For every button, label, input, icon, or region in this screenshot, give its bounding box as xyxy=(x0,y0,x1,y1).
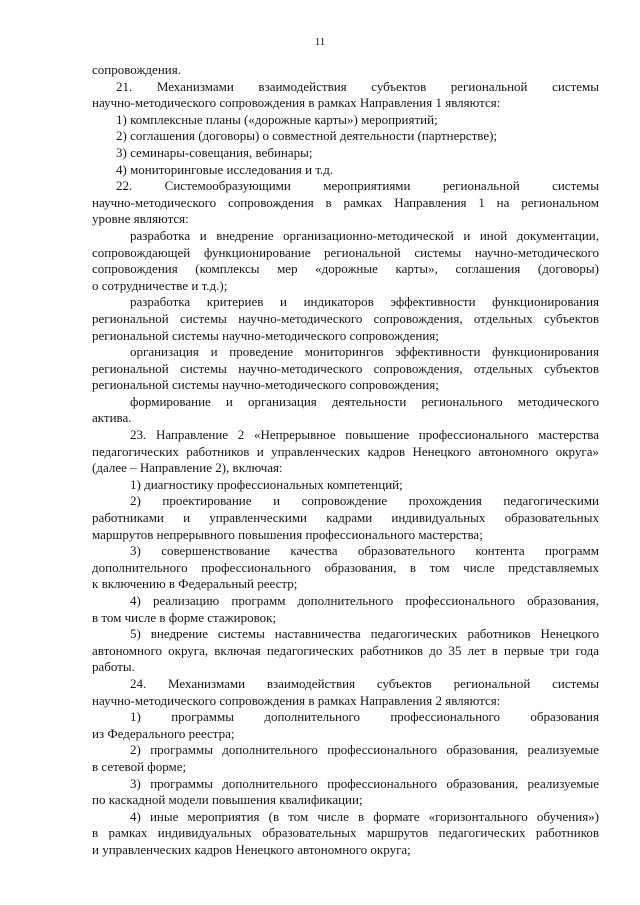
list-item: работниками и управленческими кадрами индивидуальных образовательных xyxy=(92,510,599,526)
list-item: 1) программы дополнительного профессионального образования xyxy=(130,709,599,725)
list-item: 4) иные мероприятия (в том числе в формате «горизонтального обучения») xyxy=(130,808,599,824)
text-line: разработка и внедрение организационно-методической и иной документации, xyxy=(130,227,599,243)
text-line: региональной системы научно-методического сопровождения, отдельных субъектов xyxy=(92,360,599,376)
text-line: сопровождения. xyxy=(92,62,181,77)
text-line: сопровождающей функционирование региональной системы научно-методического xyxy=(92,244,599,260)
list-item: работы. xyxy=(92,659,135,675)
text-line: разработка критериев и индикаторов эффективности функционирования xyxy=(130,294,599,310)
list-item: 2) программы дополнительного профессионального образования, реализуемые xyxy=(130,742,599,758)
text-line: региональной системы научно-методического сопровождения, отдельных субъектов xyxy=(92,310,599,326)
paragraph-24-line: научно-методического сопровождения в рамках Направления 2 являются: xyxy=(92,692,501,708)
text-line: региональной системы научно-методического сопровождения; xyxy=(92,327,439,343)
text-line: сопровождения (комплексы мер «дорожные карты», соглашения (договоры) xyxy=(92,261,599,277)
list-item: 3) программы дополнительного профессионального образования, реализуемые xyxy=(130,775,599,791)
paragraph-24-line: 24. Механизмами взаимодействия субъектов региональной системы xyxy=(130,675,599,691)
paragraph-23-line: 23. Направление 2 «Непрерывное повышение профессионального мастерства xyxy=(130,427,599,443)
list-item: 5) внедрение системы наставничества педагогических работников Ненецкого xyxy=(130,626,599,642)
list-item: в том числе в форме стажировок; xyxy=(92,609,277,625)
list-item: 4) реализацию программ дополнительного профессионального образования, xyxy=(130,593,599,608)
list-item: 2) соглашения (договоры) о совместной деятельности (партнерстве); xyxy=(116,128,498,144)
list-item: 1) диагностику профессиональных компетенций; xyxy=(130,476,403,492)
list-item: автономного округа, включая педагогических работников до 35 лет в первые три года xyxy=(92,642,599,658)
list-item: маршрутов непрерывного повышения профессионального мастерства; xyxy=(92,526,483,542)
list-item: 2) проектирование и сопровождение прохождения педагогическими xyxy=(130,493,599,509)
text-line: организация и проведение мониторингов эффективности функционирования xyxy=(130,344,599,360)
document-body xyxy=(92,62,599,859)
text-line: формирование и организация деятельности регионального методического xyxy=(130,393,599,409)
list-item: из Федерального реестра; xyxy=(92,725,235,741)
list-item: к включению в Федеральный реестр; xyxy=(92,576,298,592)
list-item: 3) семинары-совещания, вебинары; xyxy=(116,144,313,160)
list-item: и управленческих кадров Ненецкого автономного округа; xyxy=(92,841,411,857)
list-item: дополнительного профессионального образования, в том числе представляемых xyxy=(92,559,599,575)
paragraph-21-line: научно-методического сопровождения в рамках Направления 1 являются: xyxy=(92,95,501,111)
paragraph-23-line: педагогических работников и управленческих кадров Ненецкого автономного округа» xyxy=(92,443,599,459)
list-item: 3) совершенствование качества образовательного контента программ xyxy=(130,543,599,559)
list-item: в сетевой форме; xyxy=(92,758,187,774)
paragraph-22-line: уровне являются: xyxy=(92,211,189,227)
list-item: 4) мониторинговые исследования и т.д. xyxy=(116,161,334,177)
text-line: региональной системы научно-методического сопровождения; xyxy=(92,377,439,393)
paragraph-22-line: научно-методического сопровождения в рамках Направления 1 на региональном xyxy=(92,194,599,210)
page-number: 11 xyxy=(314,36,326,48)
paragraph-22-line: 22. Системообразующими мероприятиями региональной системы xyxy=(116,178,599,194)
list-item: по каскадной модели повышения квалификации; xyxy=(92,792,363,808)
list-item: в рамках индивидуальных образовательных маршрутов педагогических работников xyxy=(92,825,599,841)
text-line: о сотрудничестве и т.д.); xyxy=(92,277,228,293)
list-item: 1) комплексные планы («дорожные карты») мероприятий; xyxy=(116,111,438,127)
paragraph-21-line: 21. Механизмами взаимодействия субъектов региональной системы xyxy=(116,78,599,94)
text-line: актива. xyxy=(92,410,132,426)
paragraph-23-line: (далее – Направление 2), включая: xyxy=(92,460,283,476)
